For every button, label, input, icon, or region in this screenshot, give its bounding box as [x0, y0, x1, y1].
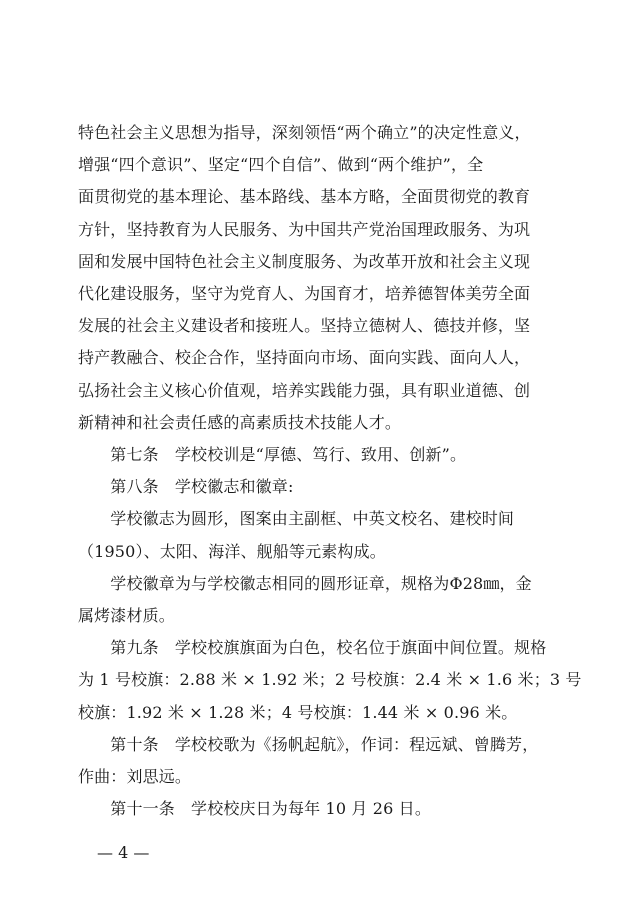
body-text-line: 增强“四个意识”、坚定“四个自信”、做到“两个维护”，全 — [78, 155, 484, 175]
body-text-line: 校旗：1.92 米 × 1.28 米；4 号校旗：1.44 米 × 0.96 米。 — [78, 702, 518, 722]
article-8-heading: 第八条 学校徽志和徽章: — [78, 477, 294, 497]
body-text-line: 属烤漆材质。 — [78, 606, 175, 625]
body-text-line: 弘扬社会主义核心价值观，培养实践能力强，具有职业道德、创 — [78, 380, 531, 400]
body-text-line: 学校徽志为圆形，图案由主副框、中英文校名、建校时间 — [78, 509, 515, 529]
body-text-line: （1950）、太阳、海洋、舰船等元素构成。 — [78, 541, 386, 561]
article-10-line: 第十条 学校校歌为《扬帆起航》，作词：程远斌、曾腾芳， — [78, 734, 539, 754]
body-text-line: 为 1 号校旗：2.88 米 × 1.92 米；2 号校旗：2.4 米 × 1.6 米；3 号 — [78, 670, 582, 690]
body-text-line: 代化建设服务，坚守为党育人、为国育才，培养德智体美劳全面 — [78, 284, 531, 303]
body-text-line: 学校徽章为与学校徽志相同的圆形证章，规格为Φ28㎜，金 — [78, 573, 532, 593]
body-text-line: 固和发展中国特色社会主义制度服务、为改革开放和社会主义现 — [78, 251, 531, 271]
article-7-line: 第七条 学校校训是“厚德、笃行、致用、创新”。 — [78, 445, 467, 464]
body-text-line: 作曲：刘思远。 — [78, 767, 192, 786]
body-text-line: 面贯彻党的基本理论、基本路线、基本方略，全面贯彻党的教育 — [78, 187, 531, 207]
body-text-line: 发展的社会主义建设者和接班人。坚持立德树人、德技并修，坚 — [78, 316, 531, 336]
page-number: — 4 — — [97, 843, 150, 862]
body-text-line: 方针，坚持教育为人民服务、为中国共产党治国理政服务、为巩 — [78, 219, 531, 239]
article-11-line: 第十一条 学校校庆日为每年 10 月 26 日。 — [78, 799, 431, 819]
body-text-line: 新精神和社会责任感的高素质技术技能人才。 — [78, 412, 402, 432]
article-9-line: 第九条 学校校旗旗面为白色，校名位于旗面中间位置。规格 — [78, 638, 547, 658]
body-text-line: 持产教融合、校企合作，坚持面向市场、面向实践、面向人人， — [78, 348, 531, 368]
body-text-line: 特色社会主义思想为指导，深刻领悟“两个确立”的决定性意义， — [78, 123, 531, 142]
